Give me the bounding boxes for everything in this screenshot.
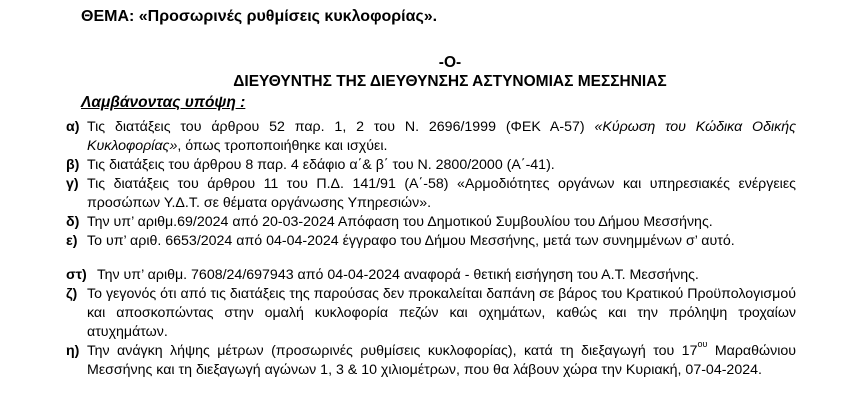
list-item-a: [66, 118, 796, 156]
item-text: Το υπ’ αριθ. 6653/2024 από 04-04-2024 έγγραφο του Δήμου Μεσσήνης, μετά των συνημμένων σ’ αυτό.: [87, 233, 735, 249]
item-marker: β): [66, 157, 80, 173]
list-item-c: [66, 175, 796, 213]
item-text: Την υπ’ αριθμ.69/2024 από 20-03-2024 Απόφαση του Δημοτικού Συμβουλίου του Δήμου Μεσσήνης.: [87, 214, 713, 230]
item-text-part: , όπως τροποποιήθηκε και ισχύει.: [177, 138, 388, 154]
ordinal-superscript: ου: [697, 339, 708, 350]
list-item-d: [66, 213, 796, 232]
list-item-z: [66, 285, 796, 342]
item-text: Τις διατάξεις του άρθρου 8 παρ. 4 εδάφιο α΄& β΄ του Ν. 2800/2000 (Α΄-41).: [87, 157, 555, 173]
item-text: Τις διατάξεις του άρθρου 11 του Π.Δ. 141/91 (Α΄-58) «Αρμοδιότητες οργάνων και υπηρεσιακές ενέργειες προσώπων Υ.Δ.Τ. σε θέματα οργάνωσης Υπηρεσιών».: [87, 176, 796, 211]
item-marker: δ): [66, 214, 80, 230]
item-text: [87, 339, 796, 380]
item-marker: στ): [66, 267, 87, 283]
list-item-st: [66, 266, 796, 285]
item-text-part: Τις διατάξεις του άρθρου 52 παρ. 1, 2 του Ν. 2696/1999 (ΦΕΚ Α-57): [87, 119, 595, 135]
item-text: Το γεγονός ότι από τις διατάξεις της παρούσας δεν προκαλείται δαπάνη σε βάρος του Κρατικού Προϋπολογισμού και αποσκοπώντας στην ομαλή κυκλοφορία πεζών και οχημάτων, καθώς και την πρόληψη τροχαίων ατυχημάτων.: [87, 286, 796, 340]
item-marker: η): [66, 343, 80, 359]
issuing-authority-title: ΔΙΕΥΘΥΝΤΗΣ ΤΗΣ ΔΙΕΥΘΥΝΣΗΣ ΑΣΤΥΝΟΜΙΑΣ ΜΕΣΣΗΝΙΑΣ: [233, 73, 667, 90]
item-marker: ε): [66, 233, 78, 249]
list-item-e: [66, 232, 796, 251]
item-marker: α): [66, 119, 80, 135]
item-text: [87, 118, 796, 156]
item-marker: ζ): [66, 286, 78, 302]
o-mark: -Ο-: [438, 54, 462, 71]
list-item-b: [66, 156, 796, 175]
law-title-italic: «Κύρωση του Κώδικα Οδικής Κυκλοφορίας»: [87, 119, 796, 154]
item-marker: γ): [66, 176, 79, 192]
list-item-h: [66, 339, 796, 380]
document-subject: ΘΕΜΑ: «Προσωρινές ρυθμίσεις κυκλοφορίας».: [81, 8, 438, 25]
item-text-part: Την ανάγκη λήψης μέτρων (προσωρινές ρυθμίσεις κυκλοφορίας), κατά τη διεξαγωγή του 17: [87, 343, 698, 359]
item-text: Την υπ’ αριθμ. 7608/24/697943 από 04-04-2024 αναφορά - θετική εισήγηση του Α.Τ. Μεσσήνης.: [97, 267, 699, 283]
considering-heading: Λαμβάνοντας υπόψη :: [81, 94, 246, 111]
item-text-part: Μαραθώνιου Μεσσήνης και τη διεξαγωγή αγώνων 1, 3 & 10 χιλιομέτρων, που θα λάβουν χώρα την Κυριακή, 07-04-2024.: [87, 343, 796, 378]
